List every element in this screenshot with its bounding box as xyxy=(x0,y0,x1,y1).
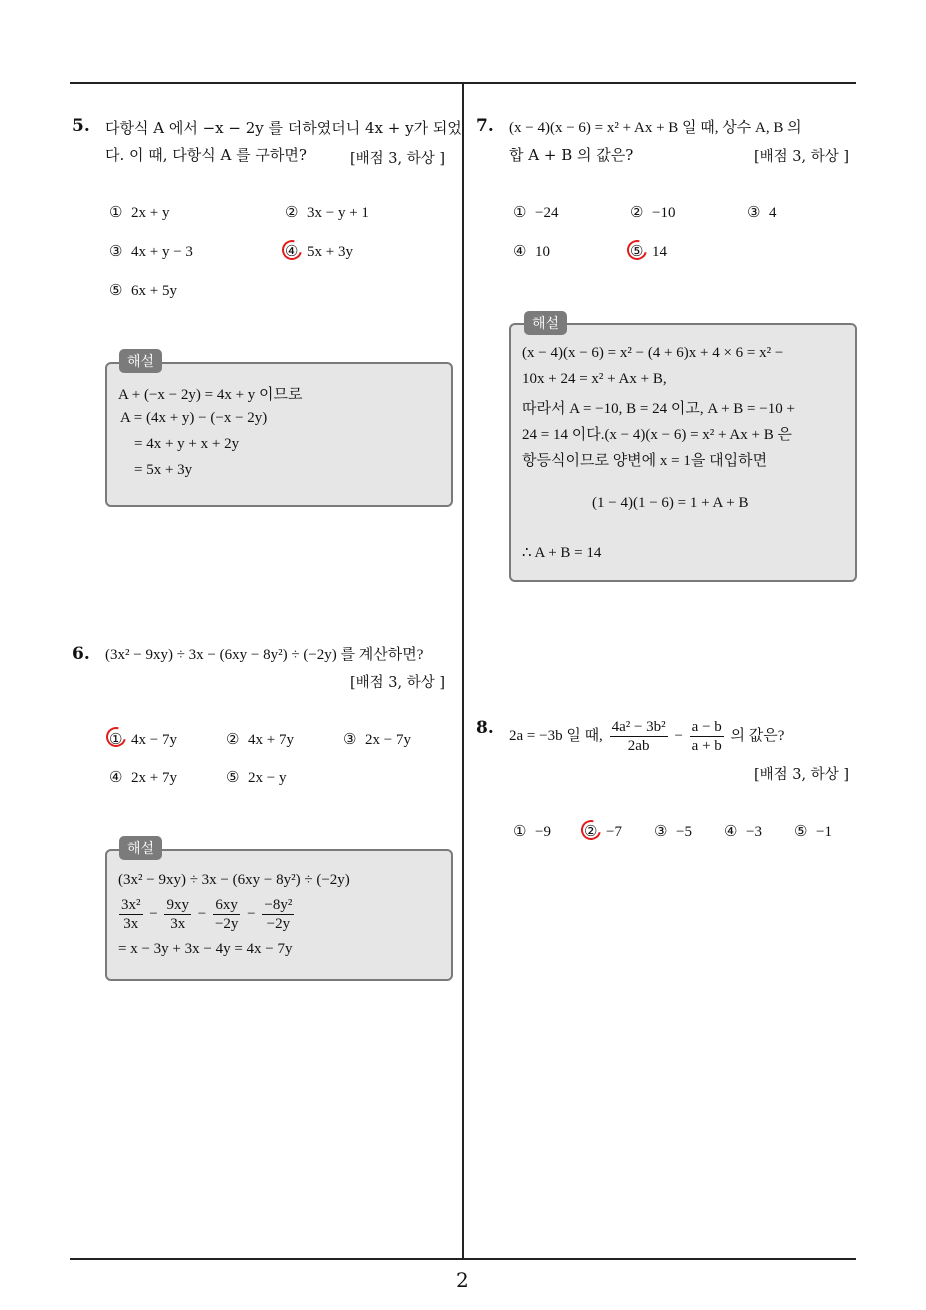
question-6-score: [배점 3, 하상 ] xyxy=(350,675,446,691)
question-6-text: (3x² − 9xy) ÷ 3x − (6xy − 8y²) ÷ (−2y) 를 계산하면? xyxy=(105,647,424,663)
q5-choice-4[interactable]: ④ 5x + 3y xyxy=(285,242,353,260)
q7-choice-3[interactable]: ③ 4 xyxy=(747,203,777,221)
q6-choice-2[interactable]: ② 4x + 7y xyxy=(226,730,294,748)
q7-solution-line-4: 24 = 14 이다.(x − 4)(x − 6) = x² + Ax + B 은 xyxy=(522,427,792,443)
question-8-number: 8. xyxy=(476,718,494,738)
q6-solution-line-3: = x − 3y + 3x − 4y = 4x − 7y xyxy=(118,941,293,957)
q5-choice-3[interactable]: ③ 4x + y − 3 xyxy=(109,242,193,260)
question-5-score: [배점 3, 하상 ] xyxy=(350,151,446,167)
question-7-text-line1: (x − 4)(x − 6) = x² + Ax + B 일 때, 상수 A, B 의 xyxy=(509,120,802,136)
q7-solution-center: (1 − 4)(1 − 6) = 1 + A + B xyxy=(592,495,749,511)
q6-frac-2: $\frac{9xy}{3x}$ xyxy=(166,897,189,932)
q6-choice-5[interactable]: ⑤ 2x − y xyxy=(226,768,287,786)
q8-choice-1[interactable]: ① −9 xyxy=(513,822,551,840)
question-8-score: [배점 3, 하상 ] xyxy=(754,767,850,783)
q5-solution-tag: 해설 xyxy=(119,349,162,373)
bottom-rule xyxy=(70,1258,856,1260)
q6-frac-3: $\frac{6xy}{-2y}$ xyxy=(214,897,239,932)
page-number: 2 xyxy=(456,1268,469,1292)
q7-solution-line-5: 항등식이므로 양변에 x = 1을 대입하면 xyxy=(522,453,768,469)
q5-solution-line-3: = 4x + y + x + 2y xyxy=(134,436,240,452)
question-5-number: 5. xyxy=(72,116,90,136)
q8-frac-2: $\frac{a - b}{a + b}$ xyxy=(691,719,722,754)
q7-choice-2[interactable]: ② −10 xyxy=(630,203,676,221)
q8-choice-2[interactable]: ② −7 xyxy=(584,822,622,840)
q6-choice-1[interactable]: ① 4x − 7y xyxy=(109,730,177,748)
q7-solution-final: ∴ A + B = 14 xyxy=(522,545,602,561)
q6-frac-1: $\frac{\text{3x²}}{3x}$ xyxy=(121,897,141,932)
q6-solution-tag: 해설 xyxy=(119,836,162,860)
q5-choice-1[interactable]: ① 2x + y xyxy=(109,203,170,221)
q5-solution-line-4: = 5x + 3y xyxy=(134,462,193,478)
q7-choice-4[interactable]: ④ 10 xyxy=(513,242,550,260)
q5-choice-2[interactable]: ② 3x − y + 1 xyxy=(285,203,369,221)
q7-solution-line-2: 10x + 24 = x² + Ax + B, xyxy=(522,371,667,387)
q8-choice-5[interactable]: ⑤ −1 xyxy=(794,822,832,840)
q7-choice-1[interactable]: ① −24 xyxy=(513,203,559,221)
q7-solution-line-1: (x − 4)(x − 6) = x² − (4 + 6)x + 4 × 6 = x² − xyxy=(522,345,784,361)
q8-frac-1: $\frac{\text{4a² − 3b²}}{2ab}$ xyxy=(611,719,666,754)
q6-choice-4[interactable]: ④ 2x + 7y xyxy=(109,768,177,786)
q5-solution-line-1: A + (−x − 2y) = 4x + y 이므로 xyxy=(118,387,303,403)
question-7-number: 7. xyxy=(476,116,494,136)
question-8-text: 2a = −3b 일 때, $\frac{\text{4a² − 3b²}}{2ab}$ − $\frac{a - b}{a + b}$ 의 값은? xyxy=(509,719,785,754)
q7-solution-line-3: 따라서 A = −10, B = 24 이고, A + B = −10 + xyxy=(522,401,795,417)
question-7-score: [배점 3, 하상 ] xyxy=(754,149,850,165)
question-6-number: 6. xyxy=(72,644,90,664)
column-divider xyxy=(462,82,464,1260)
q5-choice-5[interactable]: ⑤ 6x + 5y xyxy=(109,281,177,299)
q6-choice-3[interactable]: ③ 2x − 7y xyxy=(343,730,411,748)
q6-solution-fractions: $\frac{\text{3x²}}{3x}$ − $\frac{9xy}{3x}$ − $\frac{6xy}{-2y}$ − $\frac{\text{−8y²}}{-2y}$ xyxy=(121,897,293,932)
question-5-text-line1: 다항식 A 에서 −x − 2y 를 더하였더니 4x + y가 되었 xyxy=(105,119,462,137)
question-5-text-line2: 다. 이 때, 다항식 A 를 구하면? xyxy=(105,146,307,164)
question-7-text-line2: 합 A + B 의 값은? xyxy=(509,146,634,164)
q7-choice-5[interactable]: ⑤ 14 xyxy=(630,242,667,260)
q8-choice-4[interactable]: ④ −3 xyxy=(724,822,762,840)
q6-solution-line-1: (3x² − 9xy) ÷ 3x − (6xy − 8y²) ÷ (−2y) xyxy=(118,872,350,888)
q7-solution-tag: 해설 xyxy=(524,311,567,335)
q6-frac-4: $\frac{\text{−8y²}}{-2y}$ xyxy=(264,897,293,932)
q8-choice-3[interactable]: ③ −5 xyxy=(654,822,692,840)
q5-solution-line-2: A = (4x + y) − (−x − 2y) xyxy=(120,410,268,426)
